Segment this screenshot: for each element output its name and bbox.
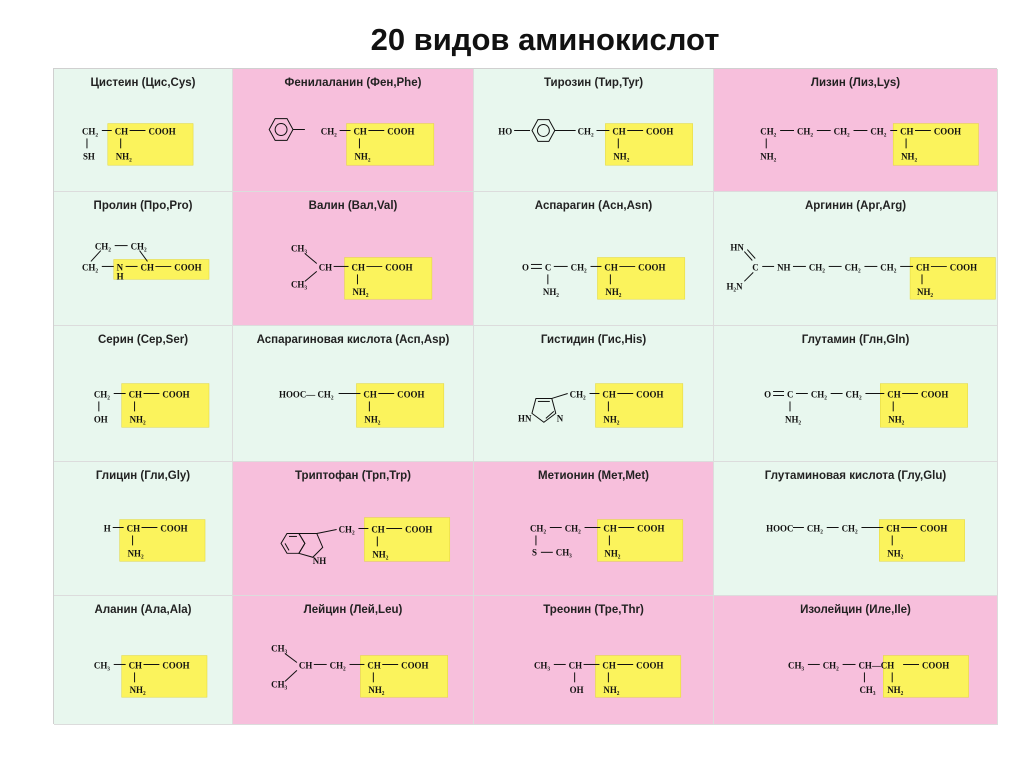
- amino-acid-name: Серин (Сер,Ser): [97, 334, 189, 346]
- svg-text:CH: CH: [604, 262, 618, 273]
- svg-text:COOH: COOH: [160, 523, 188, 534]
- svg-text:CH₂: CH₂: [808, 262, 825, 273]
- svg-text:CH₂: CH₂: [796, 126, 814, 137]
- svg-text:NH₂: NH₂: [785, 414, 802, 425]
- cell-proline: [54, 192, 233, 326]
- amino-acid-name: Глицин (Гли,Gly): [95, 470, 191, 482]
- svg-text:NH₂: NH₂: [127, 548, 144, 559]
- svg-text:COOH: COOH: [636, 389, 664, 400]
- svg-text:CH: CH: [900, 126, 914, 137]
- cell-arginine: [714, 192, 998, 326]
- svg-text:NH₂: NH₂: [760, 151, 777, 162]
- svg-text:COOH: COOH: [162, 389, 190, 400]
- amino-acid-name: Лизин (Лиз,Lys): [810, 77, 901, 89]
- svg-text:NH₂: NH₂: [354, 151, 371, 162]
- svg-text:CH₂: CH₂: [845, 389, 862, 400]
- lysine-formula: [714, 69, 997, 191]
- svg-text:CH₂: CH₂: [130, 241, 147, 252]
- svg-text:CH: CH: [568, 660, 583, 671]
- svg-text:CH₂: CH₂: [94, 241, 111, 252]
- svg-text:HN: HN: [730, 242, 744, 253]
- amino-acid-name: Метионин (Мет,Met): [538, 470, 649, 482]
- isoleucine-formula: [714, 596, 997, 724]
- svg-text:CH₂: CH₂: [760, 126, 777, 137]
- cell-valine: [233, 192, 474, 326]
- svg-text:COOH: COOH: [646, 126, 674, 137]
- svg-text:HN: HN: [518, 413, 532, 424]
- svg-text:CH₂: CH₂: [564, 523, 581, 534]
- serine-formula: [54, 326, 232, 461]
- svg-text:CH—CH: CH—CH: [858, 660, 895, 671]
- cell-isoleucine: [714, 596, 998, 725]
- amino-acid-grid: [53, 68, 997, 724]
- svg-text:NH₂: NH₂: [364, 414, 381, 425]
- glutamine-formula: [714, 326, 997, 461]
- svg-text:H₂N: H₂N: [726, 281, 743, 292]
- amino-acid-name: Гистидин (Гис,His): [540, 334, 647, 346]
- svg-text:NH₂: NH₂: [372, 549, 389, 560]
- svg-text:COOH: COOH: [638, 262, 666, 273]
- svg-text:CH: CH: [351, 262, 365, 273]
- svg-text:CH₂: CH₂: [841, 523, 858, 534]
- svg-text:COOH: COOH: [174, 262, 202, 273]
- svg-text:CH: CH: [298, 660, 313, 671]
- svg-text:NH₂: NH₂: [887, 685, 904, 696]
- svg-text:CH: CH: [886, 523, 900, 534]
- page-title: 20 видов аминокислот: [370, 22, 720, 57]
- svg-text:COOH: COOH: [148, 126, 176, 137]
- svg-text:CH₂: CH₂: [833, 126, 850, 137]
- svg-text:CH₂: CH₂: [806, 523, 823, 534]
- svg-text:NH₂: NH₂: [888, 414, 905, 425]
- svg-text:CH₂: CH₂: [822, 660, 839, 671]
- svg-text:CH₂: CH₂: [529, 523, 547, 534]
- tryptophan-formula: [233, 462, 473, 595]
- svg-text:COOH: COOH: [921, 389, 949, 400]
- svg-text:CH₃: CH₃: [859, 685, 876, 696]
- svg-text:CH₃: CH₃: [93, 660, 110, 671]
- amino-acid-name: Цистеин (Цис,Cys): [90, 77, 196, 89]
- alanine-formula: [54, 596, 232, 724]
- svg-text:O: O: [764, 389, 772, 400]
- svg-text:CH: CH: [128, 389, 142, 400]
- svg-text:OH: OH: [569, 685, 584, 696]
- cell-tyrosine: [474, 69, 714, 192]
- svg-text:NH₂: NH₂: [542, 287, 559, 298]
- svg-text:NH₂: NH₂: [129, 414, 146, 425]
- amino-acid-name: Треонин (Тре,Thr): [543, 604, 644, 616]
- cell-glutamic-acid: [714, 462, 998, 596]
- svg-text:SH: SH: [82, 151, 95, 162]
- asparagine-formula: [474, 192, 713, 325]
- svg-text:O: O: [522, 262, 529, 273]
- svg-text:CH₂: CH₂: [338, 524, 355, 535]
- svg-text:CH₂: CH₂: [569, 389, 586, 400]
- svg-text:COOH: COOH: [385, 262, 413, 273]
- amino-acid-name: Пролин (Про,Pro): [93, 200, 193, 212]
- amino-acid-name: Тирозин (Тир,Tyr): [543, 77, 644, 89]
- svg-text:CH₂: CH₂: [81, 262, 99, 273]
- svg-text:NH₂: NH₂: [613, 151, 630, 162]
- amino-acid-name: Глутамин (Глн,Gln): [801, 334, 910, 346]
- cell-alanine: [54, 596, 233, 725]
- svg-text:CH₂: CH₂: [880, 262, 897, 273]
- svg-text:COOH: COOH: [387, 126, 415, 137]
- cell-phenylalanine: [233, 69, 474, 192]
- cell-asparagine: [474, 192, 714, 326]
- svg-text:CH: CH: [353, 126, 367, 137]
- svg-text:NH₂: NH₂: [603, 414, 620, 425]
- cell-serine: [54, 326, 233, 462]
- svg-text:CH: CH: [603, 523, 617, 534]
- arginine-formula: [714, 192, 997, 325]
- svg-text:C: C: [752, 262, 759, 273]
- svg-text:CH₃: CH₃: [555, 547, 572, 558]
- cell-methionine: [474, 462, 714, 596]
- svg-text:OH: OH: [93, 414, 108, 425]
- svg-text:NH: NH: [777, 262, 791, 273]
- svg-text:NH: NH: [312, 556, 327, 567]
- svg-text:N: N: [116, 262, 124, 273]
- amino-acid-name: Аспарагин (Асн,Asn): [534, 200, 653, 212]
- svg-text:NH₂: NH₂: [352, 287, 369, 298]
- cell-glutamine: [714, 326, 998, 462]
- svg-text:COOH: COOH: [921, 660, 950, 671]
- svg-text:CH₂: CH₂: [93, 389, 110, 400]
- svg-text:C: C: [787, 389, 794, 400]
- svg-text:CH₂: CH₂: [329, 660, 346, 671]
- svg-text:HOOC: HOOC: [766, 523, 794, 534]
- histidine-formula: [474, 326, 713, 461]
- svg-text:CH: CH: [602, 389, 616, 400]
- svg-text:NH₂: NH₂: [887, 548, 904, 559]
- svg-text:CH: CH: [318, 262, 333, 273]
- svg-text:N: N: [556, 413, 564, 424]
- svg-text:COOH: COOH: [949, 262, 978, 273]
- svg-text:CH₂: CH₂: [320, 126, 337, 137]
- amino-acid-name: Изолейцин (Иле,Ile): [800, 604, 911, 616]
- cell-tryptophan: [233, 462, 474, 596]
- svg-text:CH: CH: [140, 262, 154, 273]
- amino-acid-name: Лейцин (Лей,Leu): [303, 604, 403, 616]
- proline-formula: [54, 192, 232, 325]
- tyrosine-formula: [474, 69, 713, 191]
- svg-text:COOH: COOH: [636, 660, 664, 671]
- svg-text:H: H: [116, 271, 124, 282]
- phenylalanine-formula: [233, 69, 473, 191]
- svg-text:NH₂: NH₂: [368, 685, 385, 696]
- glycine-formula: [54, 462, 232, 595]
- svg-text:NH₂: NH₂: [901, 151, 918, 162]
- svg-text:COOH: COOH: [162, 660, 190, 671]
- cell-aspartic-acid: [233, 326, 474, 462]
- cell-leucine: [233, 596, 474, 725]
- methionine-formula: [474, 462, 713, 595]
- svg-text:NH₂: NH₂: [604, 548, 621, 559]
- amino-acid-name: Глутаминовая кислота (Глу,Glu): [764, 470, 947, 482]
- cysteine-formula: [54, 69, 232, 191]
- leucine-formula: [233, 596, 473, 724]
- svg-text:CH: CH: [363, 389, 377, 400]
- svg-text:CH: CH: [114, 126, 129, 137]
- svg-text:CH₃: CH₃: [290, 279, 308, 290]
- amino-acid-name: Аланин (Ала,Ala): [94, 604, 192, 616]
- svg-text:CH₂: CH₂: [870, 126, 887, 137]
- valine-formula: [233, 192, 473, 325]
- svg-text:CH₃: CH₃: [271, 679, 288, 690]
- svg-text:NH₂: NH₂: [115, 151, 132, 162]
- svg-text:COOH: COOH: [397, 389, 425, 400]
- svg-text:CH: CH: [128, 660, 143, 671]
- svg-text:CH₂: CH₂: [844, 262, 861, 273]
- svg-text:COOH: COOH: [405, 524, 433, 535]
- svg-text:CH: CH: [371, 524, 385, 535]
- amino-acid-name: Аргинин (Арг,Arg): [804, 200, 907, 212]
- amino-acid-name: Аспарагиновая кислота (Асп,Asp): [256, 334, 450, 346]
- svg-text:CH₃: CH₃: [788, 660, 805, 671]
- svg-text:S: S: [531, 547, 537, 558]
- amino-acid-name: Триптофан (Трп,Trp): [294, 470, 412, 482]
- svg-text:CH₃: CH₃: [533, 660, 551, 671]
- cell-glycine: [54, 462, 233, 596]
- svg-text:H: H: [103, 523, 111, 534]
- svg-text:CH: CH: [887, 389, 901, 400]
- svg-text:COOH: COOH: [933, 126, 962, 137]
- threonine-formula: [474, 596, 713, 724]
- svg-text:NH₂: NH₂: [129, 685, 146, 696]
- svg-text:CH₃: CH₃: [290, 243, 308, 254]
- svg-text:CH₂: CH₂: [810, 389, 827, 400]
- svg-text:COOH: COOH: [401, 660, 429, 671]
- svg-text:COOH: COOH: [920, 523, 948, 534]
- aspartic-acid-formula: [233, 326, 473, 461]
- svg-text:CH₂: CH₂: [577, 126, 594, 137]
- svg-text:HOOC— CH₂: HOOC— CH₂: [279, 389, 334, 400]
- cell-cysteine: [54, 69, 233, 192]
- svg-text:COOH: COOH: [637, 523, 665, 534]
- svg-text:NH₂: NH₂: [605, 287, 622, 298]
- amino-acid-name: Валин (Вал,Val): [308, 200, 398, 212]
- svg-text:CH₂: CH₂: [570, 262, 587, 273]
- svg-text:NH₂: NH₂: [603, 685, 620, 696]
- svg-text:NH₂: NH₂: [917, 287, 934, 298]
- cell-histidine: [474, 326, 714, 462]
- svg-text:CH: CH: [367, 660, 381, 671]
- svg-text:CH: CH: [612, 126, 626, 137]
- svg-text:CH₂: CH₂: [82, 126, 99, 137]
- amino-acid-name: Фенилаланин (Фен,Phe): [284, 77, 422, 89]
- svg-text:CH: CH: [916, 262, 930, 273]
- svg-text:C: C: [544, 262, 552, 273]
- glutamic-acid-formula: [714, 462, 997, 595]
- svg-text:CH₃: CH₃: [271, 643, 288, 654]
- cell-threonine: [474, 596, 714, 725]
- svg-text:HO: HO: [498, 126, 513, 137]
- svg-text:CH: CH: [126, 523, 141, 534]
- svg-text:CH: CH: [602, 660, 616, 671]
- cell-lysine: [714, 69, 998, 192]
